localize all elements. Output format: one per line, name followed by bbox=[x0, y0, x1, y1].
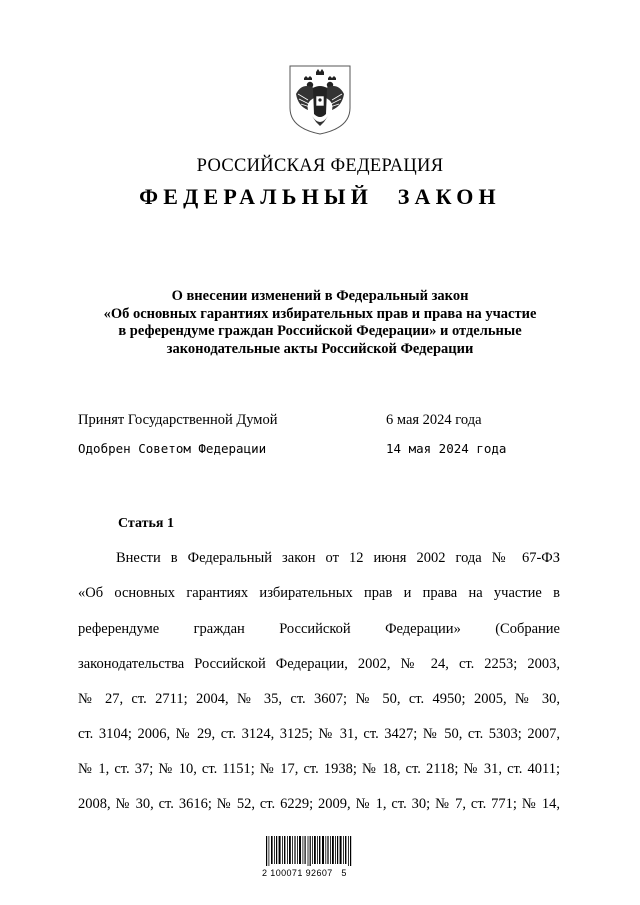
title-line: законодательные акты Российской Федерации bbox=[166, 340, 474, 357]
body-line: Внести в Федеральный закон от 12 июня 2002 года № 67-ФЗ bbox=[116, 550, 560, 566]
adopted-by-duma-date: 6 мая 2024 года bbox=[386, 412, 482, 428]
body-line: «Об основных гарантиях избирательных прав и права на участие в bbox=[78, 585, 560, 601]
article-heading: Статья 1 bbox=[118, 516, 174, 531]
barcode-number: 2 100071 92607 5 bbox=[262, 868, 347, 878]
law-title bbox=[60, 288, 580, 358]
title-line: в референдуме граждан Российской Федерации» и отдельные bbox=[118, 323, 522, 339]
coat-of-arms-emblem bbox=[288, 64, 352, 136]
body-line: ст. 3104; 2006, № 29, ст. 3124, 3125; № 31, ст. 3427; № 50, ст. 5303; 2007, bbox=[78, 726, 560, 742]
title-line: О внесении изменений в Федеральный закон bbox=[171, 288, 469, 304]
body-line: законодательства Российской Федерации, 2002, № 24, ст. 2253; 2003, bbox=[78, 656, 560, 672]
body-line: референдуме граждан Российской Федерации» (Собрание bbox=[78, 621, 560, 637]
body-line: 2008, № 30, ст. 3616; № 52, ст. 6229; 2009, № 1, ст. 30; № 7, ст. 771; № 14, bbox=[78, 796, 560, 812]
approved-by-council-label: Одобрен Советом Федерации bbox=[78, 441, 267, 456]
document-type-heading: ФЕДЕРАЛЬНЫЙ ЗАКОН bbox=[139, 184, 501, 209]
country-heading: РОССИЙСКАЯ ФЕДЕРАЦИЯ bbox=[196, 156, 444, 176]
body-line: № 27, ст. 2711; 2004, № 35, ст. 3607; № 50, ст. 4950; 2005, № 30, bbox=[78, 691, 560, 707]
title-line: «Об основных гарантиях избирательных прав и права на участие bbox=[103, 305, 537, 322]
barcode-icon bbox=[262, 836, 358, 886]
adopted-by-duma-label: Принят Государственной Думой bbox=[78, 412, 278, 428]
body-line: № 1, ст. 37; № 10, ст. 1151; № 17, ст. 1938; № 18, ст. 2118; № 31, ст. 4011; bbox=[78, 761, 560, 777]
approved-by-council-date: 14 мая 2024 года bbox=[386, 441, 507, 456]
